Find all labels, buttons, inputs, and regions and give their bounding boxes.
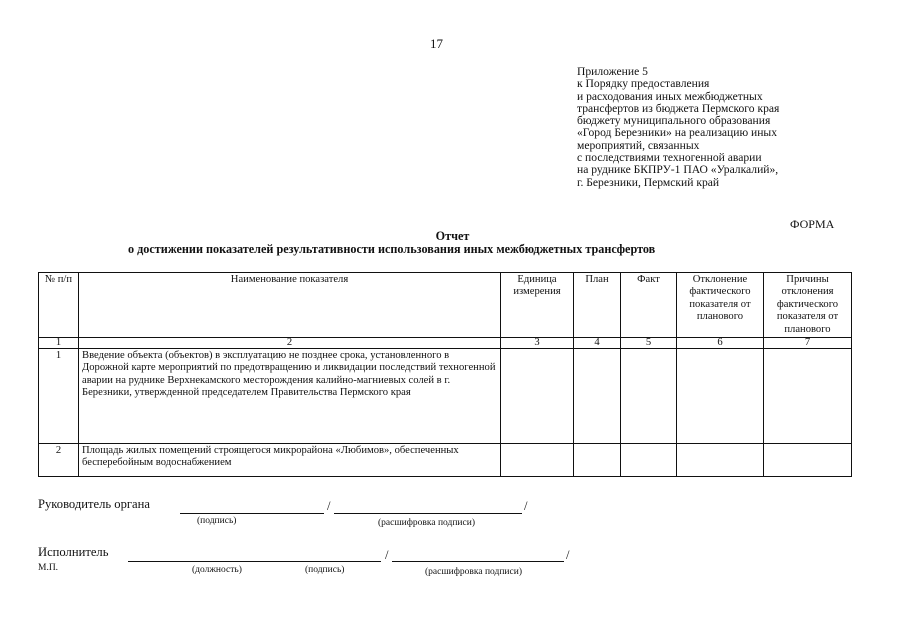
appendix-line: и расходования иных межбюджетных bbox=[577, 89, 763, 103]
column-number: 4 bbox=[574, 338, 621, 349]
row-deviation-cell[interactable] bbox=[677, 349, 764, 444]
executor-label: Исполнитель bbox=[38, 545, 109, 559]
position-caption: (должность) bbox=[192, 565, 242, 575]
row-num: 2 bbox=[39, 444, 79, 477]
head-signature-line[interactable] bbox=[180, 513, 324, 514]
report-subtitle: о достижении показателей результативности использования иных межбюджетных трансфертов bbox=[128, 242, 656, 256]
header-unit: Единица измерения bbox=[501, 273, 574, 338]
column-number: 1 bbox=[39, 338, 79, 349]
decoding-caption: (расшифровка подписи) bbox=[425, 567, 522, 577]
row-unit-cell[interactable] bbox=[501, 349, 574, 444]
executor-decoding-line[interactable] bbox=[392, 561, 564, 562]
page-number: 17 bbox=[430, 36, 443, 51]
appendix-line: трансфертов из бюджета Пермского края bbox=[577, 101, 780, 115]
signature-caption: (подпись) bbox=[197, 516, 237, 526]
appendix-line: с последствиями техногенной аварии bbox=[577, 151, 762, 165]
column-number: 2 bbox=[79, 338, 501, 349]
report-table bbox=[38, 272, 852, 477]
header-num: № п/п bbox=[39, 273, 79, 338]
signature-caption: (подпись) bbox=[305, 565, 345, 575]
row-fact-cell[interactable] bbox=[621, 444, 677, 477]
column-number: 3 bbox=[501, 338, 574, 349]
slash: / bbox=[566, 548, 570, 562]
header-reasons: Причины отклонения фактического показателя от планового bbox=[764, 273, 852, 338]
executor-position-line[interactable] bbox=[128, 561, 381, 562]
report-title: Отчет bbox=[435, 229, 470, 243]
row-indicator-name: Введение объекта (объектов) в эксплуатацию не позднее срока, установленного в Дорожной карте мероприятий по предотвращению и ликвидации последствий техногенной аварии на руднике Верхнекамского месторождения калийно-магниевых солей в г. Березники, утвержденной председателем Правительства Пермского края bbox=[79, 349, 501, 444]
column-number-row bbox=[39, 338, 852, 349]
appendix-line: г. Березники, Пермский край bbox=[577, 175, 720, 189]
row-indicator-name: Площадь жилых помещений строящегося микрорайона «Любимов», обеспеченных бесперебойным водоснабжением bbox=[79, 444, 501, 477]
appendix-line: Приложение 5 bbox=[577, 65, 648, 78]
slash: / bbox=[327, 499, 331, 513]
appendix-line: бюджету муниципального образования bbox=[577, 114, 771, 128]
head-decoding-line[interactable] bbox=[334, 513, 522, 514]
head-signature-label: Руководитель органа bbox=[38, 497, 150, 511]
row-deviation-cell[interactable] bbox=[677, 444, 764, 477]
table-row bbox=[39, 349, 852, 444]
appendix-line: «Город Березники» на реализацию иных bbox=[577, 126, 778, 140]
appendix-line: мероприятий, связанных bbox=[577, 138, 700, 152]
appendix-line: на руднике БКПРУ-1 ПАО «Уралкалий», bbox=[577, 163, 779, 177]
appendix-line: к Порядку предоставления bbox=[577, 77, 710, 91]
stamp-label: М.П. bbox=[38, 563, 59, 573]
appendix-block bbox=[577, 66, 877, 189]
header-fact: Факт bbox=[621, 273, 677, 338]
column-number: 6 bbox=[677, 338, 764, 349]
table-header-row bbox=[39, 273, 852, 338]
decoding-caption: (расшифровка подписи) bbox=[378, 518, 475, 528]
row-plan-cell[interactable] bbox=[574, 444, 621, 477]
row-fact-cell[interactable] bbox=[621, 349, 677, 444]
form-label: ФОРМА bbox=[790, 217, 835, 231]
row-unit-cell[interactable] bbox=[501, 444, 574, 477]
slash: / bbox=[524, 499, 528, 513]
row-reasons-cell[interactable] bbox=[764, 349, 852, 444]
row-num: 1 bbox=[39, 349, 79, 444]
slash: / bbox=[385, 548, 389, 562]
table-row bbox=[39, 444, 852, 477]
row-reasons-cell[interactable] bbox=[764, 444, 852, 477]
header-plan: План bbox=[574, 273, 621, 338]
row-plan-cell[interactable] bbox=[574, 349, 621, 444]
column-number: 7 bbox=[764, 338, 852, 349]
header-name: Наименование показателя bbox=[79, 273, 501, 338]
column-number: 5 bbox=[621, 338, 677, 349]
header-deviation: Отклонение фактического показателя от планового bbox=[677, 273, 764, 338]
